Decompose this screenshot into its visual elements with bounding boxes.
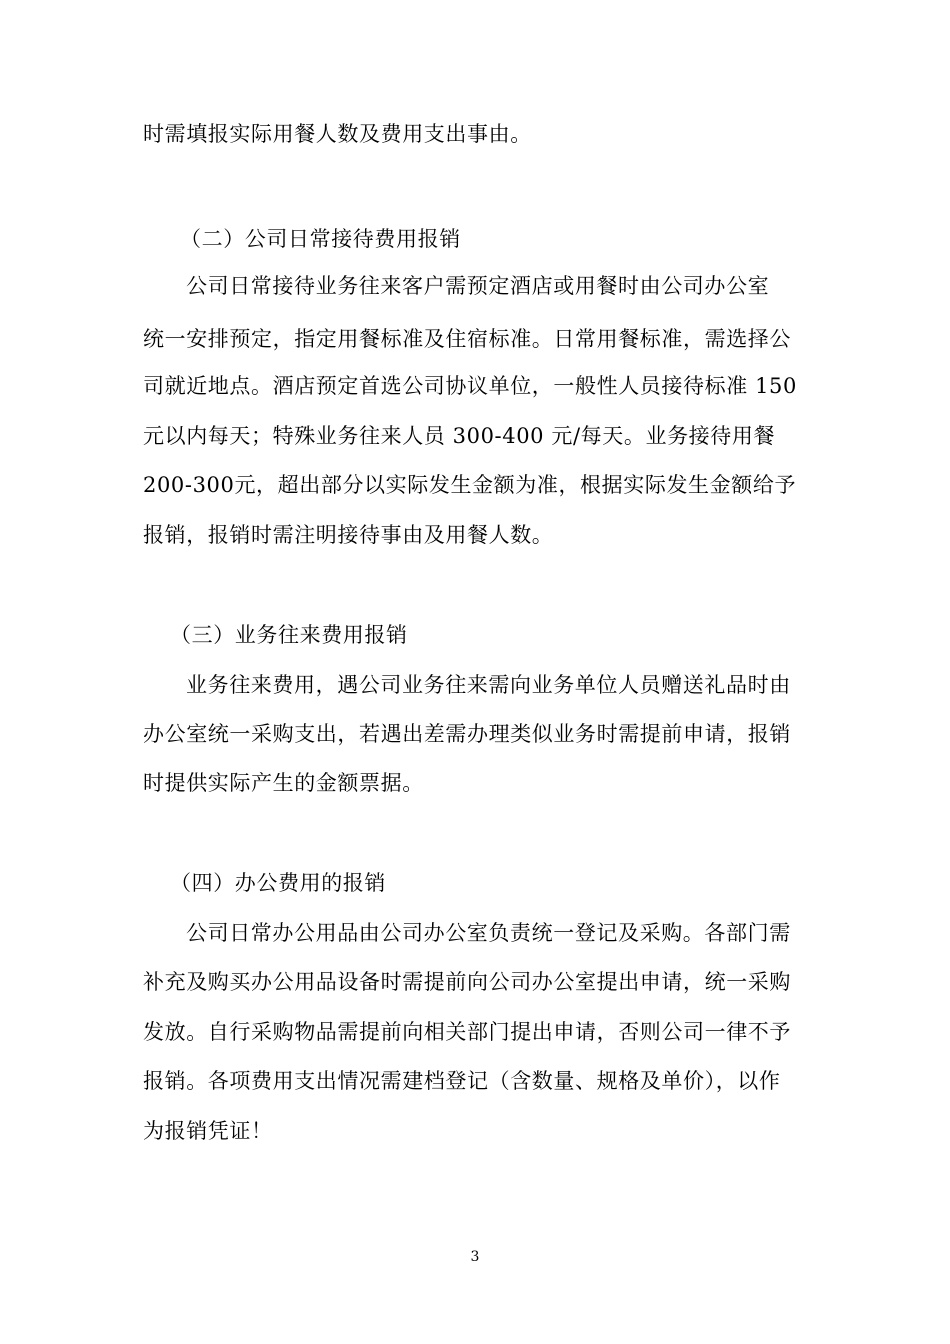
paragraph-line: 办公室统一采购支出，若遇出差需办理类似业务时需提前申请，报销	[143, 722, 791, 746]
section-heading-3: （三）业务往来费用报销	[170, 623, 408, 647]
paragraph-line: 报销。各项费用支出情况需建档登记（含数量、规格及单价），以作	[143, 1069, 781, 1093]
intro-line: 时需填报实际用餐人数及费用支出事由。	[143, 122, 532, 146]
paragraph-line: 200-300元，超出部分以实际发生金额为准，根据实际发生金额给予	[143, 473, 797, 497]
paragraph-line: 元以内每天；特殊业务往来人员 300-400 元/每天。业务接待用餐	[143, 424, 776, 448]
paragraph-line: 统一安排预定，指定用餐标准及住宿标准。日常用餐标准，需选择公	[143, 327, 791, 351]
paragraph-line: 报销，报销时需注明接待事由及用餐人数。	[143, 523, 554, 547]
paragraph-line: 发放。自行采购物品需提前向相关部门提出申请，否则公司一律不予	[143, 1020, 791, 1044]
paragraph-line: 司就近地点。酒店预定首选公司协议单位，一般性人员接待标准 150	[143, 374, 797, 398]
paragraph-line: 补充及购买办公用品设备时需提前向公司办公室提出申请，统一采购	[143, 970, 791, 994]
paragraph-line: 业务往来费用，遇公司业务往来需向业务单位人员赠送礼品时由	[186, 673, 791, 697]
paragraph-line: 为报销凭证！	[143, 1119, 273, 1143]
section-heading-4: （四）办公费用的报销	[170, 871, 386, 895]
page-number: 3	[470, 1249, 480, 1265]
paragraph-line: 时提供实际产生的金额票据。	[143, 771, 424, 795]
paragraph-line: 公司日常办公用品由公司办公室负责统一登记及采购。各部门需	[186, 921, 791, 945]
paragraph-line: 公司日常接待业务往来客户需预定酒店或用餐时由公司办公室	[186, 274, 770, 298]
section-heading-2: （二）公司日常接待费用报销	[180, 227, 461, 251]
